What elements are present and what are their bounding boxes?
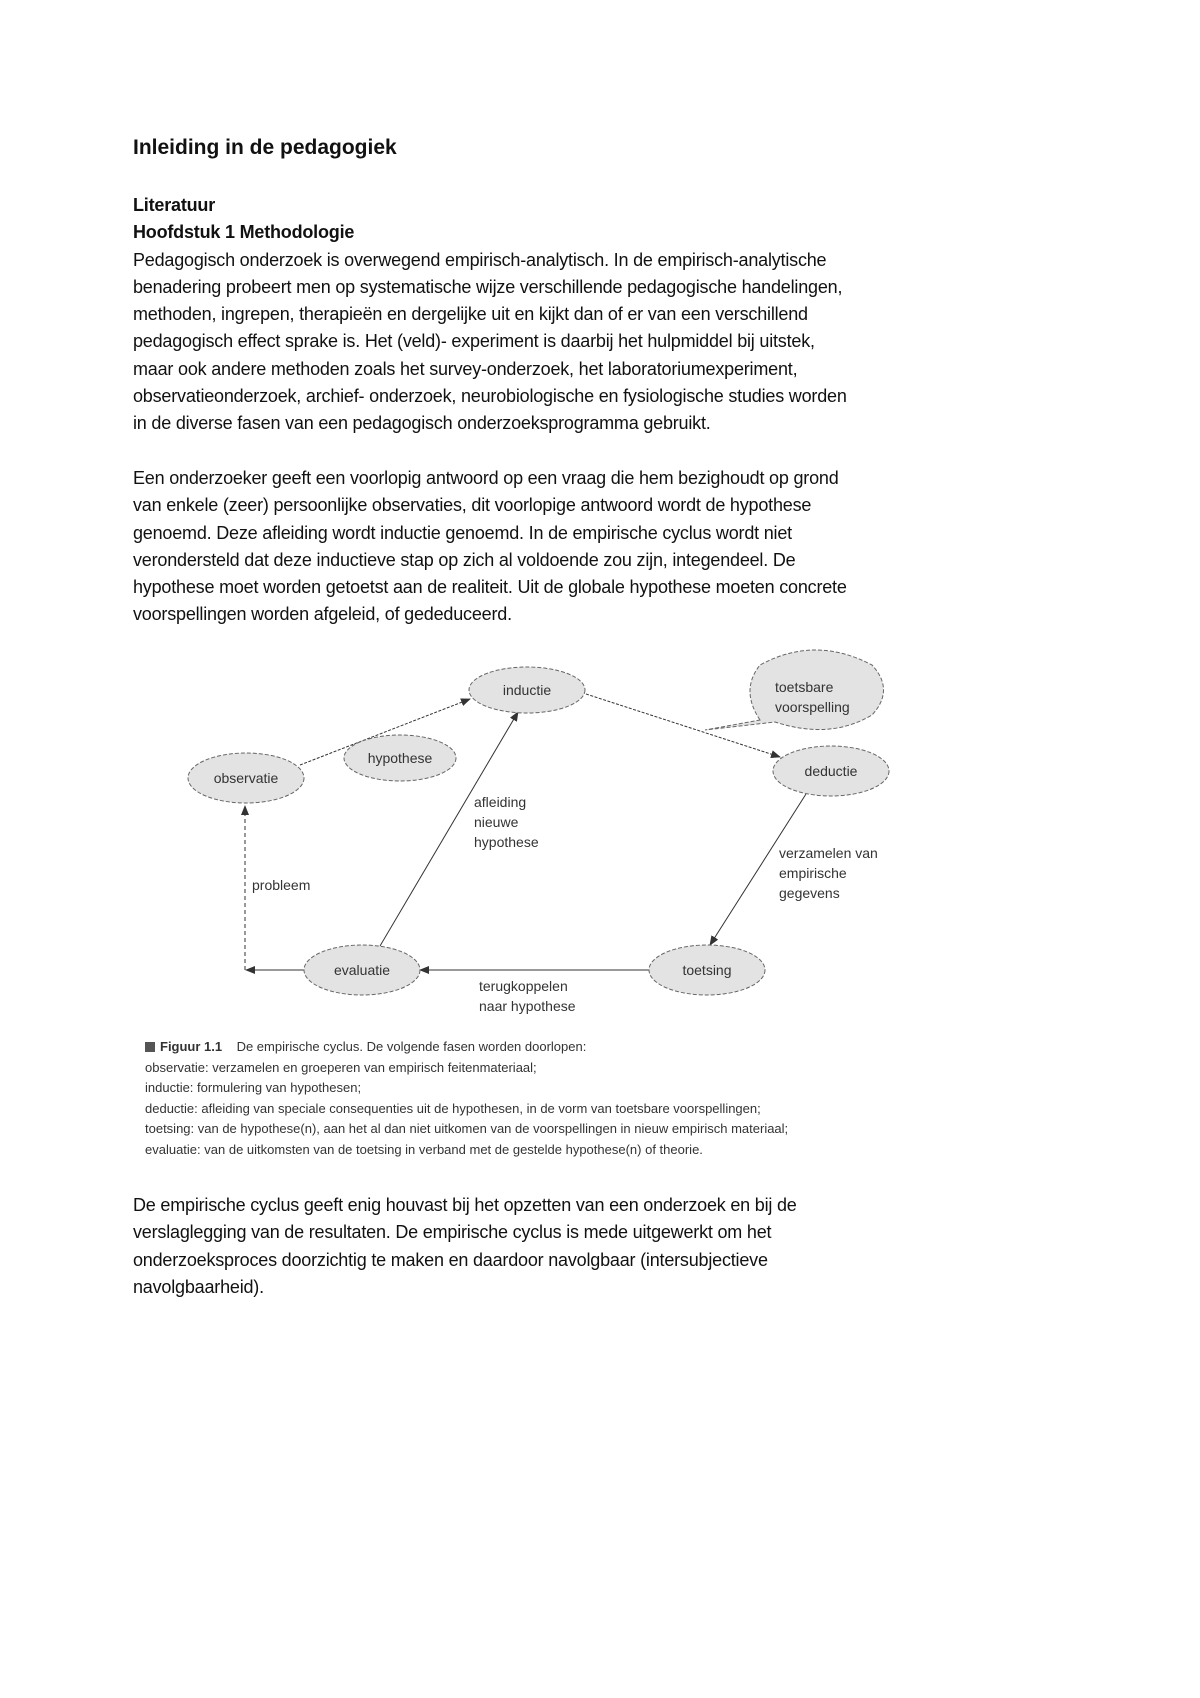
edge-label: gegevens [779,885,840,901]
node-observatie [188,753,304,803]
caption-line: toetsing: van de hypothese(n), aan het al dan niet uitkomen van de voorspellingen in nieuw empirisch materiaal; [145,1121,789,1136]
paragraph-line: verslaglegging van de resultaten. De empirische cyclus is mede uitgewerkt om het [133,1222,772,1243]
edge-label: terugkoppelen [479,978,568,994]
paragraph-line: navolgbaarheid). [133,1276,264,1297]
caption-intro: De empirische cyclus. De volgende fasen worden doorlopen: [236,1039,587,1054]
edge-label: probleem [252,877,311,893]
node-label: hypothese [367,750,433,766]
node-hypothese [344,735,456,781]
paragraph-line: onderzoeksproces doorzichtig te maken en daardoor navolgbaar (intersubjectieve [133,1249,768,1270]
bubble-line: toetsbare [775,679,834,695]
paragraph-line: pedagogisch effect sprake is. Het (veld)- experiment is daarbij het hulpmiddel bij uitstek, [133,331,815,352]
paragraph-line: De empirische cyclus geeft enig houvast bij het opzetten van een onderzoek en bij de [133,1195,797,1215]
paragraph-line: Pedagogisch onderzoek is overwegend empirisch-analytisch. In de empirisch-analytische [133,249,827,270]
caption-line: inductie: formulering van hypothesen; [145,1080,362,1095]
section-label: Literatuur [133,195,216,215]
caption-line: observatie: verzamelen en groeperen van empirisch feitenmateriaal; [145,1059,537,1075]
body-text [133,192,847,438]
paragraph-3 [133,1192,797,1301]
paragraph-line: maar ook andere methoden zoals het survey-onderzoek, het laboratoriumexperiment, [133,358,798,379]
node-label: deductie [804,763,858,779]
paragraph-line: in de diverse fasen van een pedagogisch onderzoeksprogramma gebruikt. [133,413,711,434]
paragraph-line: voorspellingen worden afgeleid, of gededuceerd. [133,604,512,625]
paragraph-line: verondersteld dat deze inductieve stap op zich al voldoende zou zijn, integendeel. De [133,549,796,570]
paragraph-line: genoemd. Deze afleiding wordt inductie genoemd. In de empirische cyclus wordt niet [133,522,792,543]
paragraph-line: benadering probeert men op systematische wijze verschillende pedagogische handelingen, [133,276,843,297]
page-title: Inleiding in de pedagogiek [133,136,397,159]
edge-label: empirische [779,865,847,881]
bubble-line: voorspelling [775,699,850,715]
arrow-inductie-deductie [586,694,780,757]
paragraph-line: hypothese moet worden getoetst aan de realiteit. Uit de globale hypothese moeten concrete [133,577,847,598]
edge-label: nieuwe [474,814,519,830]
node-toetsing [649,945,765,995]
paragraph-line: observatieonderzoek, archief- onderzoek, neurobiologische en fysiologische studies worden [133,386,847,407]
node-label: observatie [213,770,279,786]
node-label: toetsing [682,962,732,978]
empirical-cycle-diagram [170,640,910,1030]
edge-label: hypothese [474,834,539,850]
paragraph-line: van enkele (zeer) persoonlijke observaties, dit voorlopige antwoord wordt de hypothese [133,495,812,516]
figure-caption [145,1037,788,1160]
edge-label: afleiding [474,794,527,810]
caption-line: deductie: afleiding van speciale consequenties uit de hypothesen, in de vorm van toetsbare voorspellingen; [145,1100,761,1116]
node-evaluatie [304,945,420,995]
paragraph-2 [133,465,847,629]
edge-label: verzamelen van [779,845,878,861]
node-deductie [773,746,889,796]
node-label: inductie [502,682,552,698]
paragraph-line: methoden, ingrepen, therapieën en dergelijke uit en kijkt dan of er van een verschillend [133,304,808,325]
figure-marker-icon [145,1042,155,1052]
paragraph-line: Een onderzoeker geeft een voorlopig antwoord op een vraag die hem bezighoudt op grond [133,468,839,488]
chapter-heading: Hoofdstuk 1 Methodologie [133,222,355,243]
node-label: evaluatie [333,962,391,978]
node-inductie [469,667,585,713]
edge-label: naar hypothese [479,998,576,1014]
caption-line: evaluatie: van de uitkomsten van de toetsing in verband met de gestelde hypothese(n) of theorie. [145,1141,703,1157]
figure-label: Figuur 1.1 [160,1039,223,1054]
speech-bubble [705,650,884,730]
